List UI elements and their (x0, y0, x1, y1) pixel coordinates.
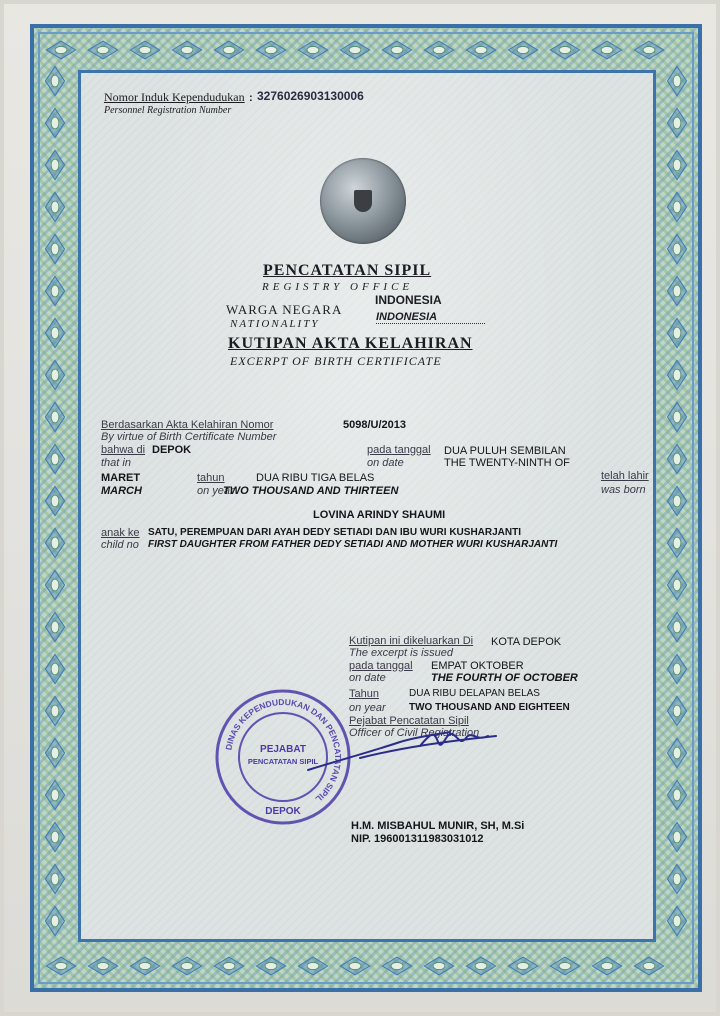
nik-label-en: Personnel Registration Number (104, 105, 232, 116)
border-diamond-eye (51, 495, 59, 507)
citizenship-value: INDONESIA (375, 293, 442, 307)
border-diamond-eye (673, 75, 681, 87)
child-order-label: anak ke (101, 527, 140, 539)
birth-date-label-en: on date (367, 457, 404, 469)
border-diamond-eye (673, 705, 681, 717)
issued-place-label: Kutipan ini dikeluarkan Di (349, 635, 474, 647)
issued-date-label-en: on date (349, 672, 386, 684)
officer-signature (300, 712, 500, 782)
nik-label: Nomor Induk Kependudukan (104, 90, 245, 104)
border-diamond-eye (97, 46, 109, 53)
border-diamond-eye (51, 621, 59, 633)
citizenship-label: WARGA NEGARA (226, 302, 343, 317)
border-diamond-eye (349, 46, 361, 53)
border-diamond-eye (51, 159, 59, 171)
birth-year-label: tahun (197, 472, 225, 484)
cert-number-label-en: By virtue of Birth Certificate Number (101, 431, 277, 443)
issued-date-value: EMPAT OKTOBER (431, 660, 524, 672)
issued-date-label: pada tanggal (349, 660, 413, 672)
border-pattern-right (662, 60, 692, 956)
border-diamond-eye (673, 873, 681, 885)
border-diamond-eye (181, 962, 193, 969)
stamp-bottom-text: DEPOK (265, 806, 301, 817)
border-diamond-eye (223, 962, 235, 969)
border-diamond-eye (475, 962, 487, 969)
document-title-en: EXCERPT OF BIRTH CERTIFICATE (230, 354, 442, 368)
border-pattern-bottom (40, 952, 692, 980)
border-diamond-eye (673, 537, 681, 549)
border-diamond-eye (55, 962, 67, 969)
border-diamond-eye (51, 369, 59, 381)
border-diamond-eye (559, 962, 571, 969)
border-diamond-eye (673, 285, 681, 297)
border-diamond-eye (517, 46, 529, 53)
border-diamond-eye (51, 747, 59, 759)
border-diamond-eye (673, 369, 681, 381)
border-diamond-eye (51, 411, 59, 423)
place-value: DEPOK (152, 444, 192, 456)
border-diamond-eye (349, 962, 361, 969)
issued-year-label-en: on year (349, 702, 386, 714)
child-order-value: SATU, PEREMPUAN DARI AYAH DEDY SETIADI DAN IBU WURI KUSHARJANTI (148, 527, 521, 538)
border-diamond-eye (51, 75, 59, 87)
birth-month-value-en: MARCH (101, 485, 142, 497)
border-diamond-eye (51, 285, 59, 297)
born-label: telah lahir (601, 470, 649, 482)
border-diamond-eye (601, 46, 613, 53)
garuda-shield-icon (354, 190, 372, 212)
birth-year-value-en: TWO THOUSAND AND THIRTEEN (223, 485, 399, 497)
border-diamond-eye (51, 453, 59, 465)
border-diamond-eye (51, 663, 59, 675)
border-diamond-eye (433, 46, 445, 53)
border-diamond-eye (51, 117, 59, 129)
birth-date-value-en: THE TWENTY-NINTH OF (444, 457, 570, 469)
birth-date-label: pada tanggal (367, 444, 431, 456)
officer-name: H.M. MISBAHUL MUNIR, SH, M.Si (351, 820, 525, 832)
citizenship-label-en: NATIONALITY (230, 318, 320, 330)
border-diamond-eye (51, 873, 59, 885)
issued-date-value-en: THE FOURTH OF OCTOBER (431, 672, 578, 684)
stamp-center-line1: PEJABAT (260, 744, 306, 755)
stamp-center-line2: PENCATATAN SIPIL (247, 757, 319, 766)
border-pattern-left (40, 60, 70, 956)
border-diamond-eye (391, 962, 403, 969)
border-diamond-eye (673, 117, 681, 129)
border-diamond-eye (223, 46, 235, 53)
border-diamond-eye (673, 789, 681, 801)
border-diamond-eye (265, 46, 277, 53)
border-diamond-eye (673, 621, 681, 633)
stamp-ring-text: DINAS KEPENDUDUKAN DAN PENCATATAN SIPIL (223, 696, 344, 805)
border-diamond-eye (97, 962, 109, 969)
border-diamond-eye (517, 962, 529, 969)
hologram-emblem (320, 158, 406, 244)
issued-place-value: KOTA DEPOK (491, 636, 562, 648)
border-diamond-eye (475, 46, 487, 53)
border-diamond-eye (673, 327, 681, 339)
border-diamond-eye (51, 789, 59, 801)
birth-date-value: DUA PULUH SEMBILAN (444, 445, 566, 457)
border-diamond-eye (673, 831, 681, 843)
officer-label: Pejabat Pencatatan Sipil (349, 715, 469, 727)
cert-number-value: 5098/U/2013 (343, 419, 406, 431)
birth-year-label-en: on year (197, 485, 234, 497)
citizenship-value-en: INDONESIA (376, 311, 485, 324)
border-diamond-eye (643, 46, 655, 53)
border-diamond-eye (673, 495, 681, 507)
child-name: LOVINA ARINDY SHAUMI (313, 509, 446, 521)
document-title: KUTIPAN AKTA KELAHIRAN (228, 335, 473, 352)
border-diamond-eye (433, 962, 445, 969)
border-diamond-eye (673, 159, 681, 171)
child-order-value-en: FIRST DAUGHTER FROM FATHER DEDY SETIADI AND MOTHER WURI KUSHARJANTI (148, 539, 558, 550)
border-diamond-eye (559, 46, 571, 53)
border-diamond-eye (139, 962, 151, 969)
border-diamond-eye (51, 327, 59, 339)
officer-label-en: Officer of Civil Registration (349, 727, 480, 739)
nik-colon: : (249, 92, 253, 104)
officer-nip: NIP. 196001311983031012 (351, 833, 484, 845)
border-diamond-eye (55, 46, 67, 53)
birth-month-value: MARET (101, 472, 141, 484)
border-diamond-eye (51, 537, 59, 549)
border-diamond-eye (51, 831, 59, 843)
border-diamond-eye (51, 243, 59, 255)
border-diamond-eye (51, 915, 59, 927)
border-diamond-eye (139, 46, 151, 53)
border-diamond-eye (181, 46, 193, 53)
child-order-label-en: child no (101, 539, 139, 551)
born-label-en: was born (601, 484, 646, 496)
border-diamond-eye (51, 579, 59, 591)
border-diamond-eye (673, 663, 681, 675)
border-diamond-eye (307, 962, 319, 969)
border-diamond-eye (265, 962, 277, 969)
border-diamond-eye (601, 962, 613, 969)
place-label: bahwa di (101, 444, 146, 456)
issued-year-label: Tahun (349, 688, 379, 700)
border-diamond-eye (673, 579, 681, 591)
place-label-en: that in (101, 457, 131, 469)
border-diamond-eye (643, 962, 655, 969)
border-diamond-eye (51, 705, 59, 717)
issued-year-value: DUA RIBU DELAPAN BELAS (409, 688, 540, 699)
border-diamond-eye (673, 201, 681, 213)
birth-year-value: DUA RIBU TIGA BELAS (256, 472, 375, 484)
cert-number-label: Berdasarkan Akta Kelahiran Nomor (101, 419, 274, 431)
issued-year-value-en: TWO THOUSAND AND EIGHTEEN (409, 702, 570, 713)
border-diamond-eye (391, 46, 403, 53)
border-diamond-eye (673, 243, 681, 255)
border-diamond-eye (673, 453, 681, 465)
border-diamond-eye (51, 201, 59, 213)
border-pattern-top (40, 36, 692, 64)
office-title: PENCATATAN SIPIL (263, 262, 432, 279)
border-diamond-eye (673, 411, 681, 423)
border-diamond-eye (307, 46, 319, 53)
nik-value: 3276026903130006 (257, 89, 364, 103)
border-diamond-eye (673, 915, 681, 927)
office-title-en: REGISTRY OFFICE (262, 281, 414, 293)
border-diamond-eye (673, 747, 681, 759)
issued-place-label-en: The excerpt is issued (349, 647, 453, 659)
